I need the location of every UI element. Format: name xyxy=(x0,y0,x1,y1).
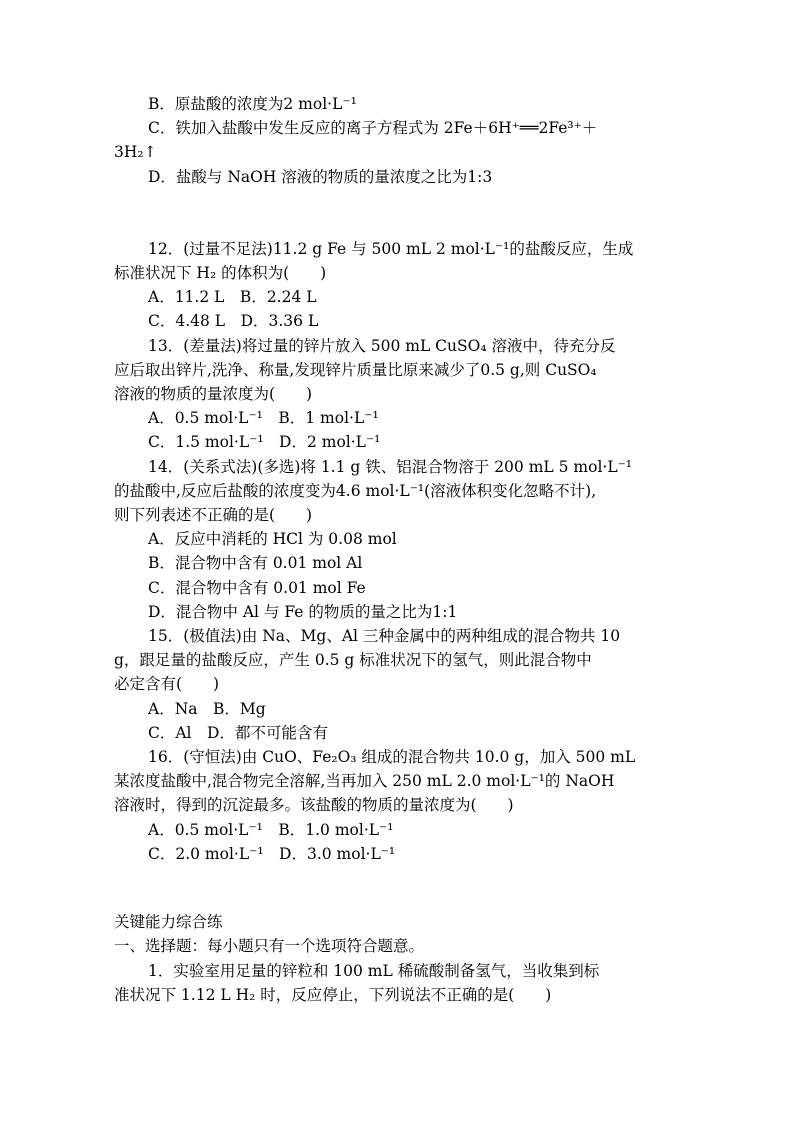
question-12 xyxy=(114,237,688,334)
question-13-stem-2: 应后取出锌片,洗净、称量,发现锌片质量比原来减少了0.5 g,则 CuSO₄ xyxy=(114,360,597,379)
section-subtitle: 一、选择题：每小题只有一个选项符合题意。 xyxy=(114,937,425,956)
question-15-options-cd: C．Al D．都不可能含有 xyxy=(148,723,328,742)
spacer xyxy=(114,189,688,237)
option-c-line-2: 3H₂↑ xyxy=(114,143,157,162)
question-14 xyxy=(114,455,688,624)
option-d-line: D．盐酸与 NaOH 溶液的物质的量浓度之比为1:3 xyxy=(148,167,493,186)
practice-question-1-stem-2: 准状况下 1.12 L H₂ 时，反应停止，下列说法不正确的是( ) xyxy=(114,985,552,1004)
question-13 xyxy=(114,334,688,455)
question-13-stem-3: 溶液的物质的量浓度为( ) xyxy=(114,385,313,404)
question-15 xyxy=(114,624,688,745)
worksheet-page xyxy=(114,92,688,1007)
question-15-stem-3: 必定含有( ) xyxy=(114,675,220,694)
question-12-options-ab: A．11.2 L B．2.24 L xyxy=(148,288,317,307)
question-15-stem-1: 15．(极值法)由 Na、Mg、Al 三种金属中的两种组成的混合物共 10 xyxy=(148,627,621,646)
option-b-line: B．原盐酸的浓度为2 mol·L⁻¹ xyxy=(148,95,357,113)
question-16-stem-1: 16．(守恒法)由 CuO、Fe₂O₃ 组成的混合物共 10.0 g，加入 500 mL xyxy=(148,748,636,767)
question-16 xyxy=(114,745,688,866)
spacer xyxy=(114,866,688,910)
question-13-options-ab: A．0.5 mol·L⁻¹ B．1 mol·L⁻¹ xyxy=(148,409,379,428)
question-16-options-ab: A．0.5 mol·L⁻¹ B．1.0 mol·L⁻¹ xyxy=(148,820,394,839)
question-14-option-b: B．混合物中含有 0.01 mol Al xyxy=(148,554,363,573)
question-14-option-d: D．混合物中 Al 与 Fe 的物质的量之比为1:1 xyxy=(148,602,458,621)
question-16-stem-2: 某浓度盐酸中,混合物完全溶解,当再加入 250 mL 2.0 mol·L⁻¹的 NaOH xyxy=(114,772,615,791)
question-15-stem-2: g，跟足量的盐酸反应，产生 0.5 g 标准状况下的氢气，则此混合物中 xyxy=(114,651,592,670)
question-14-stem-3: 则下列表述不正确的是( ) xyxy=(114,506,313,525)
question-16-options-cd: C．2.0 mol·L⁻¹ D．3.0 mol·L⁻¹ xyxy=(148,844,396,863)
section-title: 关键能力综合练 xyxy=(114,913,223,932)
question-16-stem-3: 溶液时，得到的沉淀最多。该盐酸的物质的量浓度为( ) xyxy=(114,796,514,815)
question-13-stem-1: 13．(差量法)将过量的锌片放入 500 mL CuSO₄ 溶液中，待充分反 xyxy=(148,336,616,355)
question-15-options-ab: A．Na B．Mg xyxy=(148,699,266,718)
question-14-option-c: C．混合物中含有 0.01 mol Fe xyxy=(148,578,366,597)
practice-question-1-stem-1: 1．实验室用足量的锌粒和 100 mL 稀硫酸制备氢气，当收集到标 xyxy=(148,961,600,980)
option-c-line-1: C．铁加入盐酸中发生反应的离子方程式为 2Fe＋6H⁺══2Fe³⁺＋ xyxy=(148,119,598,138)
question-12-options-cd: C．4.48 L D．3.36 L xyxy=(148,312,319,331)
question-12-stem-2: 标准状况下 H₂ 的体积为( ) xyxy=(114,264,327,283)
question-12-stem-1: 12．(过量不足法)11.2 g Fe 与 500 mL 2 mol·L⁻¹的盐酸反应，生成 xyxy=(148,239,634,258)
question-14-stem-1: 14．(关系式法)(多选)将 1.1 g 铁、铝混合物溶于 200 mL 5 mol·L⁻¹ xyxy=(148,457,633,476)
question-13-options-cd: C．1.5 mol·L⁻¹ D．2 mol·L⁻¹ xyxy=(148,433,381,452)
question-14-stem-2: 的盐酸中,反应后盐酸的浓度变为4.6 mol·L⁻¹(溶液体积变化忽略不计), xyxy=(114,481,597,500)
question-14-option-a: A．反应中消耗的 HCl 为 0.08 mol xyxy=(148,530,397,549)
